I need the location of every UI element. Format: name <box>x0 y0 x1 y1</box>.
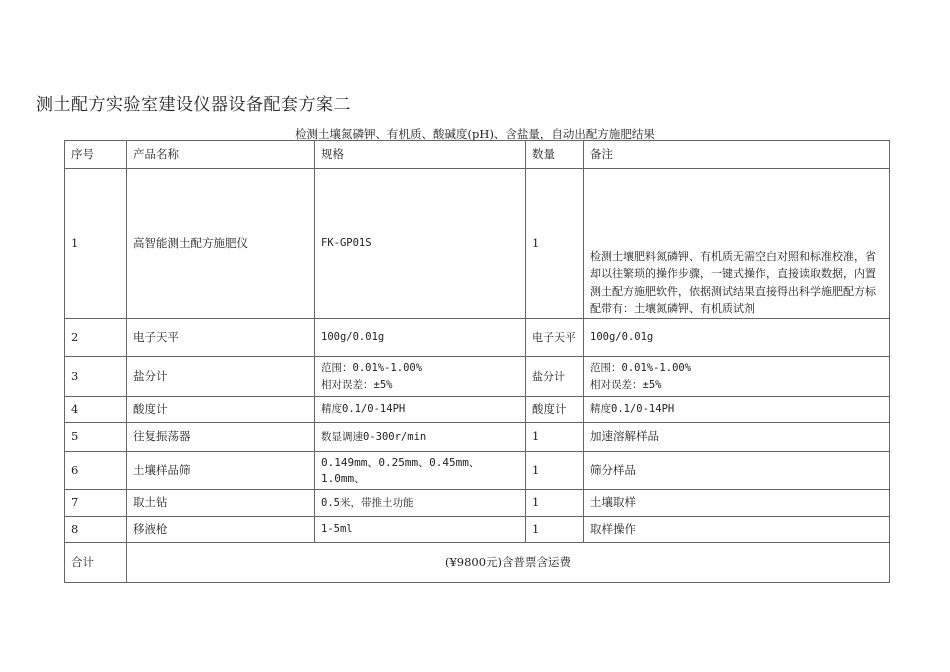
document-title: 测土配方实验室建设仪器设备配套方案二 <box>36 95 351 115</box>
spec-range: 范围：0.01%-1.00% <box>321 362 423 375</box>
row-no: 7 <box>65 490 127 517</box>
table-row <box>65 423 890 452</box>
equipment-table <box>64 140 890 583</box>
table-row <box>65 517 890 543</box>
row-name: 盐分计 <box>127 357 315 397</box>
row-no: 5 <box>65 423 127 452</box>
spec-error: 相对误差：±5% <box>321 378 393 391</box>
table-row <box>65 357 890 397</box>
row-no: 1 <box>65 169 127 319</box>
table-row <box>65 452 890 490</box>
row-spec: 0.149mm、0.25mm、0.45mm、1.0mm、 <box>315 452 526 490</box>
row-spec: 1-5ml <box>315 517 526 543</box>
total-label: 合计 <box>65 543 127 583</box>
row-spec: 数显调速0-300r/min <box>315 423 526 452</box>
note-range: 范围：0.01%-1.00% <box>590 362 692 375</box>
total-value: (¥9800元)含普票含运费 <box>127 543 890 583</box>
row-qty: 酸度计 <box>526 397 584 423</box>
row-name: 取土钻 <box>127 490 315 517</box>
row-name: 酸度计 <box>127 397 315 423</box>
row-no: 8 <box>65 517 127 543</box>
table-row <box>65 169 890 319</box>
row-no: 3 <box>65 357 127 397</box>
table-row <box>65 397 890 423</box>
row-name: 土壤样品筛 <box>127 452 315 490</box>
row-qty: 1 <box>526 490 584 517</box>
row-spec: 100g/0.01g <box>315 319 526 357</box>
row-note: 检测土壤肥料氮磷钾、有机质无需空白对照和标准校准，省却以往繁琐的操作步骤，一键式操作，直接读取数据，内置测土配方施肥软件，依据测试结果直接得出科学施肥配方标配带有：土壤氮磷钾、有机质试剂 <box>584 169 890 319</box>
row-note: 精度0.1/0-14PH <box>584 397 890 423</box>
row-qty: 盐分计 <box>526 357 584 397</box>
table-row <box>65 490 890 517</box>
row-qty: 1 <box>526 517 584 543</box>
row-name: 电子天平 <box>127 319 315 357</box>
row-no: 4 <box>65 397 127 423</box>
row-note <box>584 357 890 397</box>
row-note: 土壤取样 <box>584 490 890 517</box>
row-qty: 1 <box>526 423 584 452</box>
row-qty: 1 <box>526 169 584 319</box>
table-row <box>65 319 890 357</box>
row-spec <box>315 357 526 397</box>
row-spec: 0.5米，带推土功能 <box>315 490 526 517</box>
row-qty: 电子天平 <box>526 319 584 357</box>
row-note: 100g/0.01g <box>584 319 890 357</box>
row-name: 高智能测土配方施肥仪 <box>127 169 315 319</box>
table-caption: 检测土壤氮磷钾、有机质、酸碱度(pH)、含盐量，自动出配方施肥结果 <box>295 127 655 141</box>
row-spec: 精度0.1/0-14PH <box>315 397 526 423</box>
header-qty: 数量 <box>526 141 584 169</box>
row-qty: 1 <box>526 452 584 490</box>
row-name: 移液枪 <box>127 517 315 543</box>
row-note: 筛分样品 <box>584 452 890 490</box>
table-header-row <box>65 141 890 169</box>
header-name: 产品名称 <box>127 141 315 169</box>
row-spec: FK-GP01S <box>315 169 526 319</box>
table-total-row <box>65 543 890 583</box>
row-note: 加速溶解样品 <box>584 423 890 452</box>
row-no: 2 <box>65 319 127 357</box>
note-error: 相对误差：±5% <box>590 378 662 391</box>
row-no: 6 <box>65 452 127 490</box>
header-note: 备注 <box>584 141 890 169</box>
row-name: 往复振荡器 <box>127 423 315 452</box>
row-note: 取样操作 <box>584 517 890 543</box>
header-spec: 规格 <box>315 141 526 169</box>
header-no: 序号 <box>65 141 127 169</box>
